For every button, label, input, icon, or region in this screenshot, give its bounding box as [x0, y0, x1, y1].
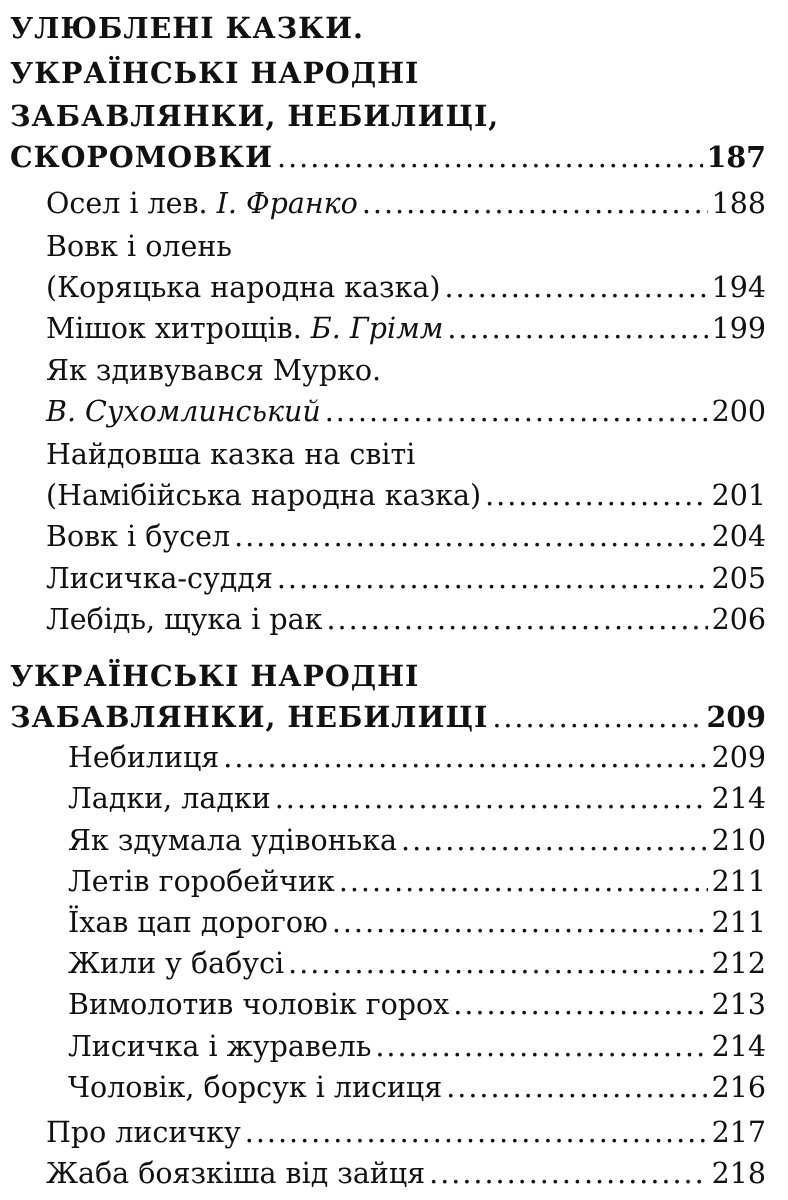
section-heading-text: УЛЮБЛЕНІ КАЗКИ.: [10, 11, 364, 45]
page-number: 209: [711, 741, 766, 775]
entry-title: Жаба боязкіша від зайця: [46, 1157, 426, 1190]
section-heading-line: [10, 11, 766, 45]
dot-leader: [275, 785, 708, 814]
entry-author: В. Сухомлинський: [46, 394, 321, 428]
entry-title: Жили у бабусі: [68, 947, 285, 981]
dot-leader: [288, 950, 707, 979]
page-number: 199: [711, 312, 766, 346]
section-heading-line: [10, 55, 766, 90]
dot-leader: [332, 909, 708, 938]
dot-leader: [326, 606, 707, 635]
toc-entry: [46, 394, 766, 428]
page-number: 211: [711, 906, 766, 940]
entry-title: Летів горобейчик: [68, 864, 335, 898]
toc-entry-line: [46, 230, 766, 264]
entry-author: І. Франко: [216, 187, 358, 221]
toc-entry: [68, 864, 766, 898]
toc-entry: [68, 906, 766, 940]
dot-leader: [401, 827, 708, 856]
entry-title: Вимолотив чоловік горох: [68, 988, 450, 1022]
page-number: 218: [711, 1157, 766, 1190]
toc-entry: [68, 1029, 766, 1063]
entry-title: Лебідь, щука і рак: [46, 602, 323, 636]
toc-entry: [46, 271, 766, 305]
page-number: 200: [711, 394, 766, 428]
entry-title: Чоловік, борсук і лисиця: [68, 1070, 443, 1104]
toc-entry-line: [46, 437, 766, 471]
toc-entry: [68, 782, 766, 816]
toc-entry: [68, 947, 766, 981]
page-number: 212: [711, 947, 766, 981]
toc-entry: [68, 1070, 766, 1104]
page-number: 214: [711, 782, 766, 816]
page-number: 213: [711, 988, 766, 1022]
page-number: 210: [711, 823, 766, 857]
dot-leader: [429, 1160, 707, 1189]
dot-leader: [234, 523, 708, 552]
dot-leader: [339, 868, 708, 897]
entry-title: Осел і лев.: [46, 187, 208, 221]
page-number: 205: [711, 561, 766, 595]
entry-title: Ладки, ладки: [68, 782, 271, 816]
entry-title: Про лисичку: [46, 1115, 241, 1149]
toc-entry: [46, 312, 766, 346]
dot-leader: [447, 315, 707, 344]
page-number: 211: [711, 864, 766, 898]
toc-entry: [68, 823, 766, 857]
dot-leader: [492, 704, 702, 733]
entry-title: Вовк і олень: [46, 230, 232, 264]
page-number: 201: [711, 479, 766, 513]
page-number: 209: [706, 700, 766, 735]
toc-entry: [46, 602, 766, 636]
dot-leader: [362, 190, 708, 219]
toc-entry: [68, 988, 766, 1022]
page-number: 206: [711, 602, 766, 636]
toc-entry: [46, 479, 766, 513]
page-number: 216: [711, 1070, 766, 1104]
dot-leader: [223, 744, 707, 773]
entry-title: Як здумала удівонька: [68, 823, 398, 857]
entry-title: Лисичка-суддя: [46, 561, 273, 595]
page-number: 217: [711, 1115, 766, 1149]
toc-entry: [46, 1115, 766, 1149]
toc-entry: [46, 520, 766, 554]
page-number: 194: [711, 271, 766, 305]
section-heading-entry: [10, 700, 766, 735]
entry-title: Їхав цап дорогою: [68, 906, 328, 940]
entry-title: Вовк і бусел: [46, 520, 231, 554]
toc-entry-line: [46, 353, 766, 387]
dot-leader: [245, 1119, 708, 1148]
dot-leader: [453, 991, 707, 1020]
entry-title: Найдовша казка на світі: [46, 437, 416, 471]
toc-entry: [46, 561, 766, 595]
dot-leader: [277, 144, 702, 173]
entry-title: Як здивувався Мурко.: [46, 353, 382, 387]
dot-leader: [325, 398, 708, 427]
toc-entry: [46, 187, 766, 221]
section-heading-line: [10, 658, 766, 693]
entry-title: (Намібійська народна казка): [46, 479, 482, 513]
entry-title: Небилиця: [68, 741, 220, 775]
page-number: 204: [711, 520, 766, 554]
dot-leader: [485, 482, 707, 511]
section-heading-text: ЗАБАВЛЯНКИ, НЕБИЛИЦІ,: [10, 99, 500, 133]
section-heading-text: УКРАЇНСЬКІ НАРОДНІ: [10, 55, 420, 90]
dot-leader: [446, 1074, 707, 1103]
page-number: 214: [711, 1029, 766, 1063]
page-number: 187: [706, 140, 766, 175]
dot-leader: [375, 1033, 707, 1062]
section-heading-text: ЗАБАВЛЯНКИ, НЕБИЛИЦІ: [10, 700, 489, 735]
dot-leader: [445, 274, 708, 303]
section-heading-entry: [10, 140, 766, 175]
dot-leader: [277, 565, 708, 594]
toc-entry: [46, 1157, 766, 1190]
entry-title: (Коряцька народна казка): [46, 271, 441, 305]
page-number: 188: [711, 187, 766, 221]
section-heading-text: СКОРОМОВКИ: [10, 140, 274, 175]
entry-author: Б. Грімм: [310, 312, 444, 346]
entry-title: Мішок хитрощів.: [46, 312, 302, 346]
section-heading-text: УКРАЇНСЬКІ НАРОДНІ: [10, 658, 420, 693]
section-heading-line: [10, 99, 766, 133]
entry-title: Лисичка і журавель: [68, 1029, 372, 1063]
toc-entry: [68, 741, 766, 775]
